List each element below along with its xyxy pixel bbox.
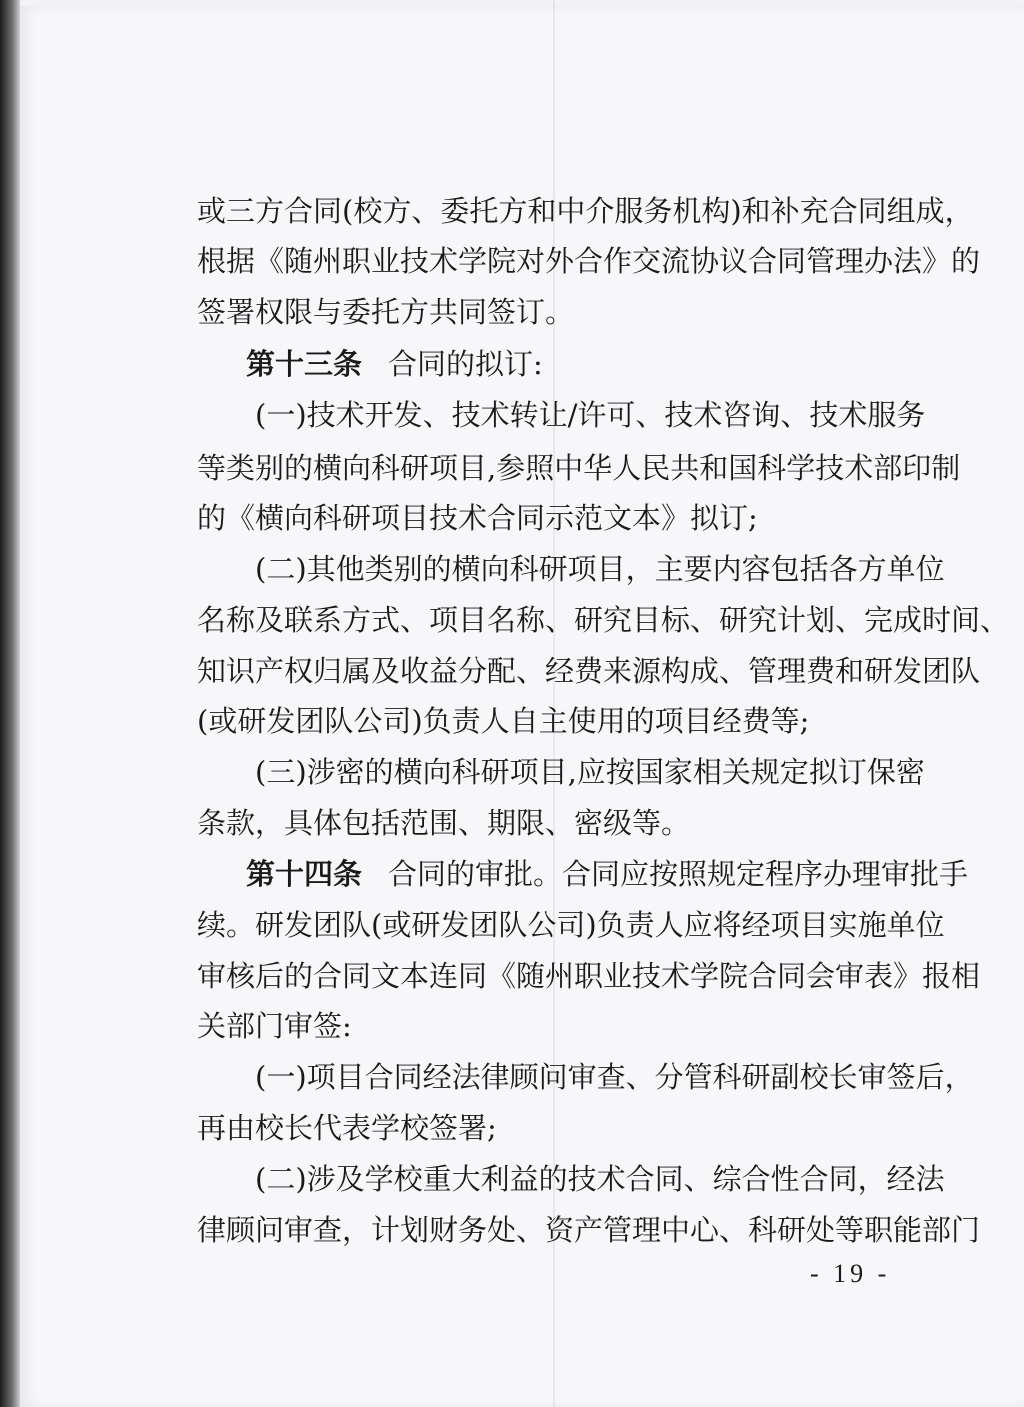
article-14-text: 合同的审批。合同应按照规定程序办理审批手 xyxy=(388,857,969,891)
scan-left-edge xyxy=(0,0,20,1407)
text-line-10: 知识产权归属及收益分配、经费来源构成、管理费和研发团队 xyxy=(197,654,981,688)
text-line-2: 根据《随州职业技术学院对外合作交流协议合同管理办法》的 xyxy=(197,244,981,278)
text-line-12: (三)涉密的横向科研项目,应按国家相关规定拟订保密 xyxy=(255,755,925,789)
text-line-13: 条款，具体包括范围、期限、密级等。 xyxy=(197,806,691,840)
text-line-7: 的《横向科研项目技术合同示范文本》拟订; xyxy=(197,501,758,535)
text-line-9: 名称及联系方式、项目名称、研究目标、研究计划、完成时间、 xyxy=(197,603,1010,637)
text-line-15: 续。研发团队(或研发团队公司)负责人应将经项目实施单位 xyxy=(197,908,945,942)
text-line-1: 或三方合同(校方、委托方和中介服务机构)和补充合同组成， xyxy=(197,194,974,228)
text-line-20: (二)涉及学校重大利益的技术合同、综合性合同，经法 xyxy=(255,1162,945,1196)
article-14 xyxy=(246,856,969,892)
article-13-text: 合同的拟订: xyxy=(388,347,543,381)
text-line-18: (一)项目合同经法律顾问审查、分管科研副校长审签后， xyxy=(255,1060,974,1094)
article-13 xyxy=(246,346,543,382)
text-line-5: (一)技术开发、技术转让/许可、技术咨询、技术服务 xyxy=(255,398,926,432)
article-13-heading: 第十三条 xyxy=(246,347,363,381)
text-line-3: 签署权限与委托方共同签订。 xyxy=(197,295,575,329)
text-line-6: 等类别的横向科研项目,参照中华人民共和国科学技术部印制 xyxy=(197,451,961,485)
page-number: - 19 - xyxy=(810,1259,891,1288)
text-line-17: 关部门审签: xyxy=(197,1009,352,1043)
text-line-21: 律顾问审查，计划财务处、资产管理中心、科研处等职能部门 xyxy=(197,1213,981,1247)
text-line-11: (或研发团队公司)负责人自主使用的项目经费等; xyxy=(197,704,810,738)
text-line-19: 再由校长代表学校签署; xyxy=(197,1111,497,1145)
article-14-heading: 第十四条 xyxy=(246,857,363,891)
text-line-16: 审核后的合同文本连同《随州职业技术学院合同会审表》报相 xyxy=(197,959,981,993)
text-line-8: (二)其他类别的横向科研项目，主要内容包括各方单位 xyxy=(255,552,945,586)
